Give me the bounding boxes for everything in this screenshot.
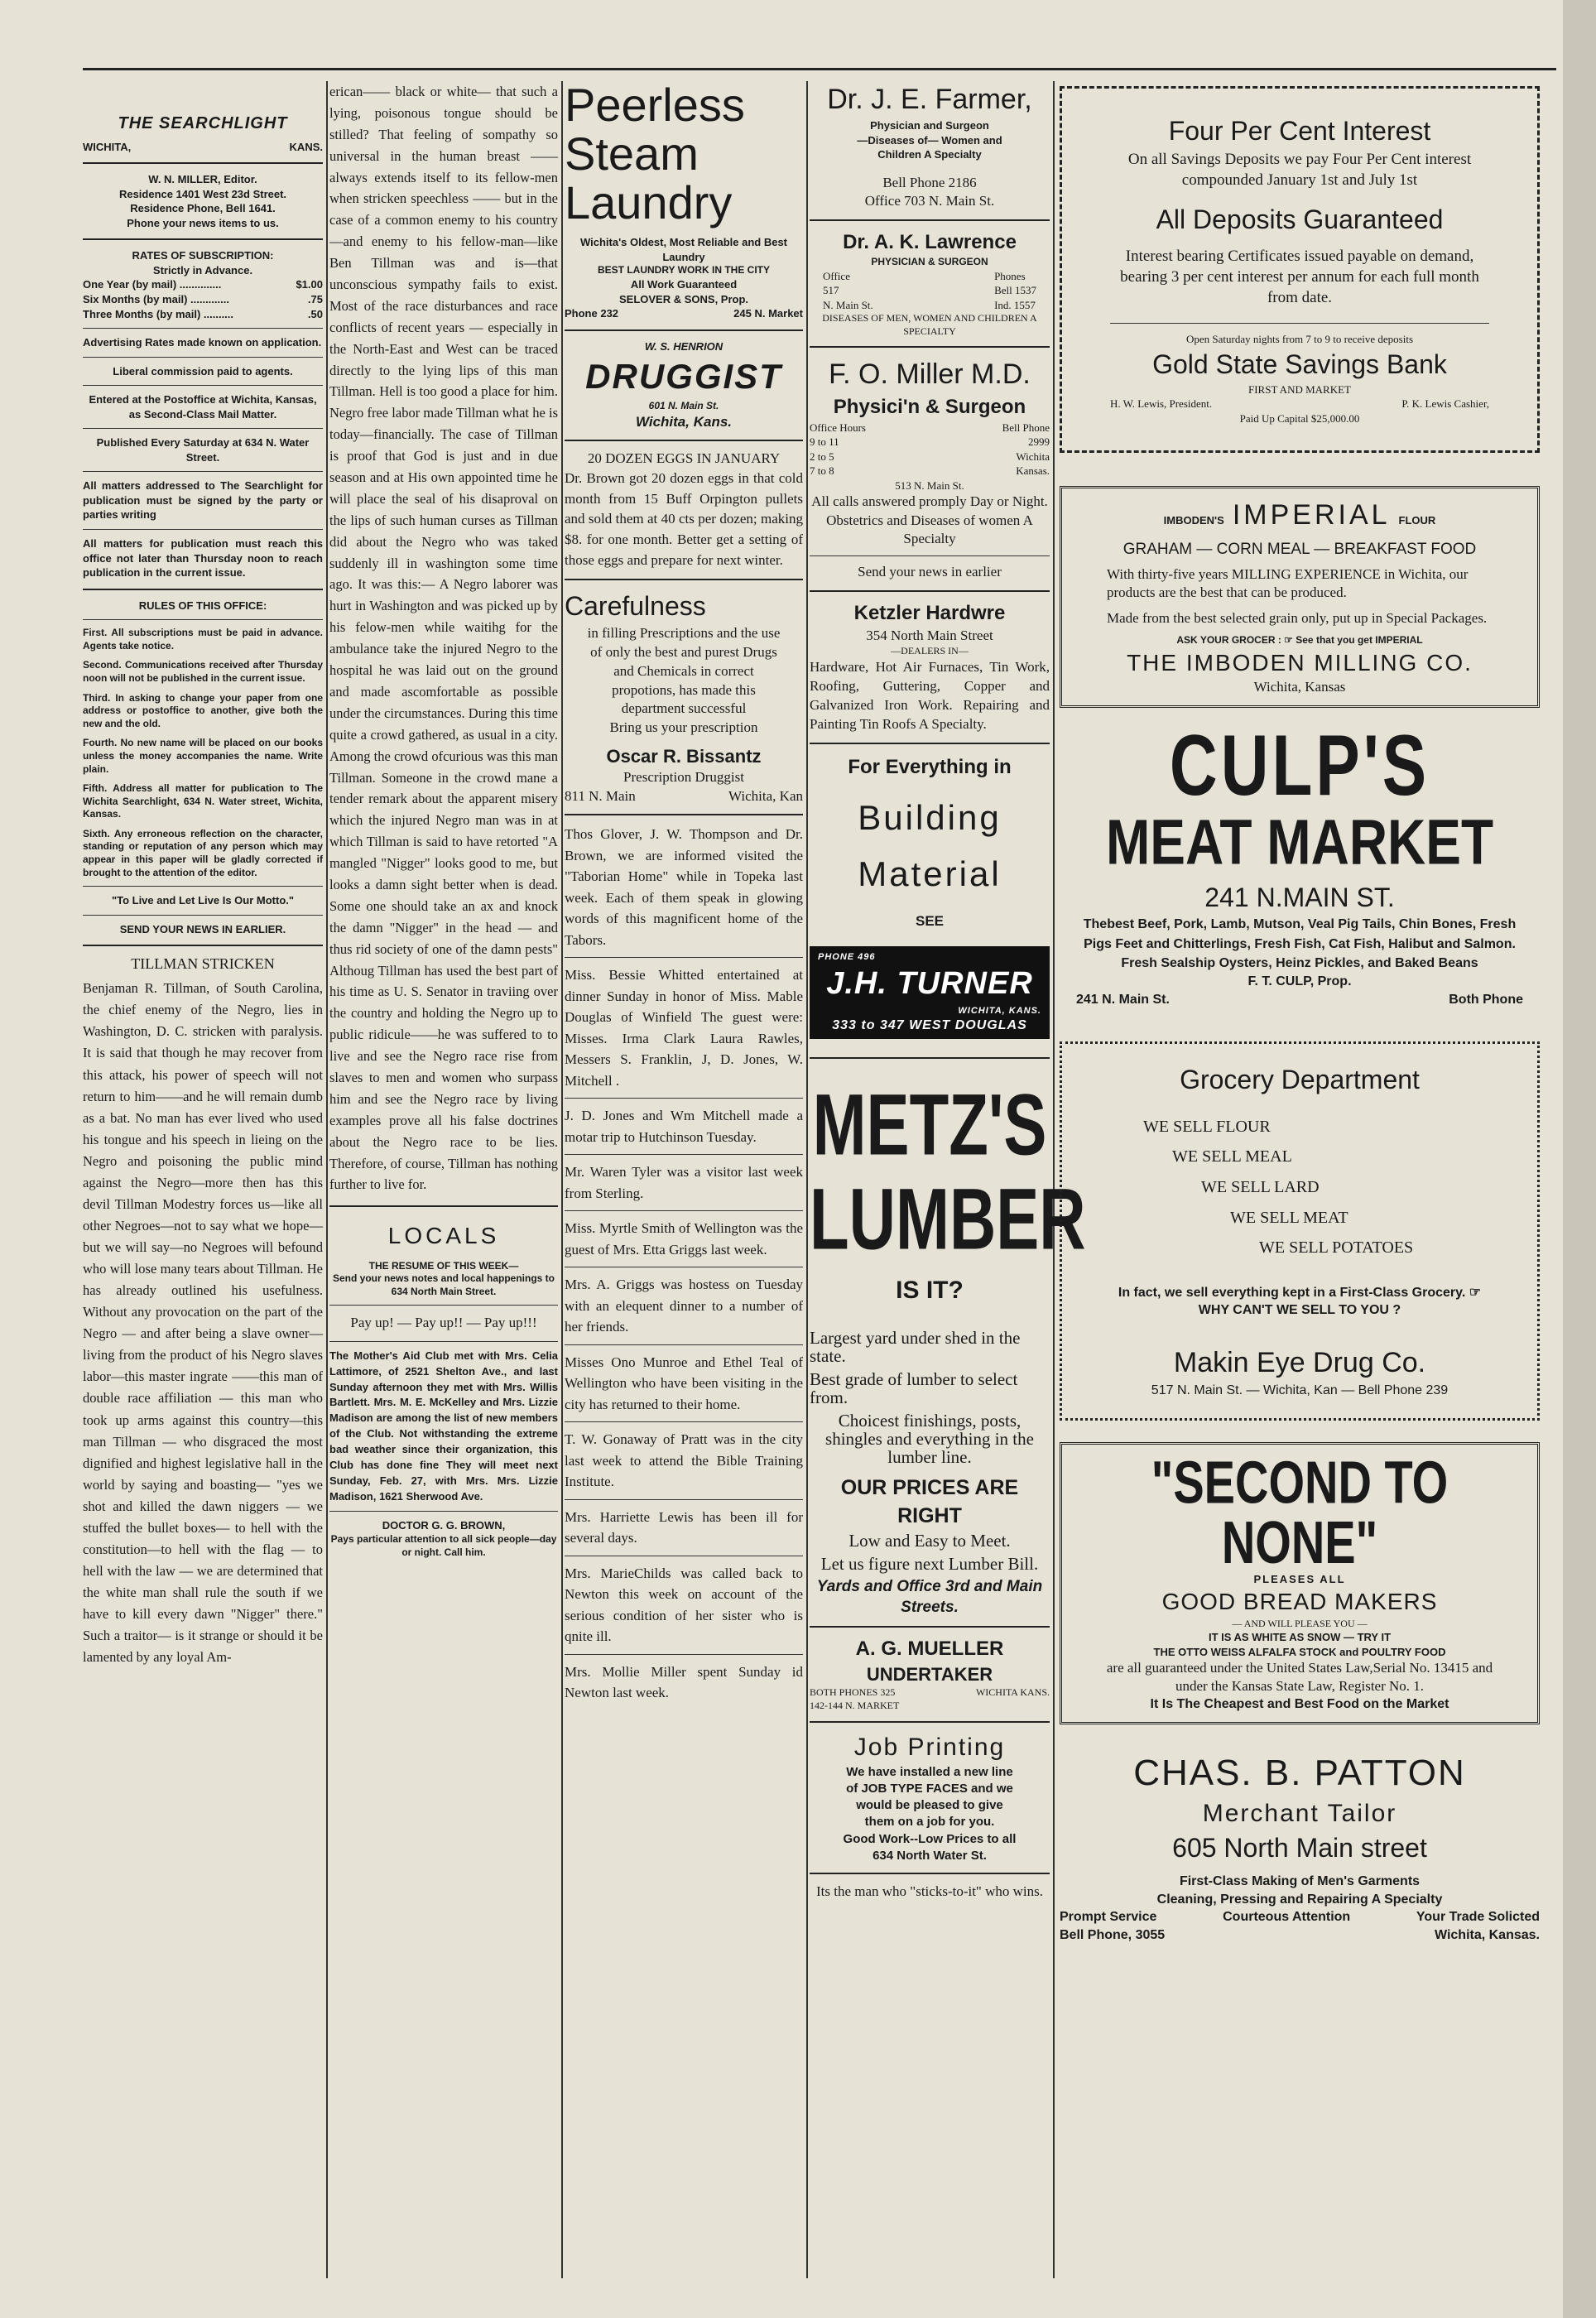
carefulness-bring: Bring us your prescription	[609, 719, 758, 736]
rates-list	[83, 277, 323, 321]
news-item: Miss. Bessie Whitted entertained at dinner Sunday in honor of Miss. Mable Douglas of Winfield The guest were: Misses. Irma Clark Laura Rawles, Messers S. Franklin, J, D. Jones, W. Mitchell .	[565, 967, 803, 1089]
lawrence-name: Dr. A. K. Lawrence	[843, 231, 1017, 254]
laundry-address: 245 N. Market	[733, 307, 803, 320]
sticks-motto: Its the man who "sticks-to-it" who wins.	[815, 1883, 1044, 1900]
laundry-guarantee: All Work Guaranteed	[630, 278, 738, 291]
imboden-point: Made from the best selected grain only, put up in Special Packages.	[1107, 609, 1488, 626]
metz-prices: OUR PRICES ARE RIGHT	[840, 1476, 1019, 1527]
bissantz-name: Oscar R. Bissantz	[606, 745, 762, 767]
locals-heading: LOCALS	[387, 1223, 500, 1249]
culp-line2: MEAT MARKET	[1105, 806, 1494, 878]
grocery-line: WE SELL MEAL	[1172, 1147, 1292, 1166]
lawrence-role: PHYSICIAN & SURGEON	[871, 255, 988, 267]
matters-note: All matters addressed to The Searchlight for publication must be signed by the party or parties writing	[83, 479, 323, 522]
grocery-lines	[1077, 1116, 1522, 1259]
ketzler-address: 354 North Main Street	[866, 627, 993, 643]
grocery-line: WE SELL LARD	[1201, 1177, 1320, 1196]
eggs-heading: 20 DOZEN EGGS IN JANUARY	[587, 450, 781, 467]
fomiller-calls: All calls answered promply Day or Night. Obstetrics and Diseases of women A Specialty	[811, 493, 1048, 547]
second-white: IT IS AS WHITE AS SNOW — TRY IT	[1208, 1631, 1392, 1644]
news-item: Mrs. Mollie Miller spent Sunday id Newton last week.	[565, 1663, 803, 1701]
culp-line1: CULP'S	[1169, 717, 1430, 814]
bank-capital: Paid Up Capital $25,000.00	[1239, 411, 1360, 425]
metz-low: Low and Easy to Meet.	[848, 1530, 1011, 1551]
news-item: Miss. Myrtle Smith of Wellington was the guest of Mrs. Etta Griggs last week.	[565, 1220, 803, 1258]
metz-figure: Let us figure next Lumber Bill.	[820, 1553, 1039, 1574]
masthead-title: THE SEARCHLIGHT	[118, 114, 288, 132]
bank-title: Four Per Cent Interest	[1168, 116, 1431, 146]
imboden-flour: FLOUR	[1398, 514, 1436, 527]
rates-heading: RATES OF SUBSCRIPTION:	[132, 249, 274, 262]
entered-note: Entered at the Postoffice at Wichita, Kansas, as Second-Class Mail Matter.	[89, 393, 317, 421]
patton-clean: Cleaning, Pressing and Repairing A Specialty	[1156, 1892, 1443, 1907]
fomiller-hours-label: Office Hours	[810, 421, 866, 434]
druggist-address: 601 N. Main St.	[648, 400, 719, 412]
news-item: Mrs. MarieChilds was called back to Newton this week on account of the serious condition of her sister who is qnite ill.	[565, 1565, 803, 1645]
mueller-phones: BOTH PHONES 325	[810, 1686, 896, 1699]
rate-price: $1.00	[296, 278, 323, 291]
fomiller-address: 513 N. Main St.	[895, 479, 964, 492]
patton-attention: Courteous Attention	[1223, 1910, 1351, 1925]
imboden-lead: IMBODEN'S	[1163, 514, 1224, 527]
metz-p3: Choicest finishings, posts, shingles and everything in the lumber line.	[825, 1411, 1034, 1468]
grocery-fact: In fact, we sell everything kept in a First-Class Grocery. ☞ WHY CAN'T WE SELL TO YOU ?	[1118, 1285, 1482, 1318]
culp-phone: Both Phone	[1449, 992, 1523, 1007]
laundry-title: Peerless Steam Laundry	[565, 79, 745, 228]
metz-question: IS IT?	[896, 1277, 964, 1305]
tillman-headline: TILLMAN STRICKEN	[131, 955, 275, 973]
mueller-role: UNDERTAKER	[866, 1664, 993, 1686]
send-news-note: SEND YOUR NEWS IN EARLIER.	[119, 922, 286, 935]
lawrence-ind: Ind. 1557	[994, 298, 1036, 311]
fomiller-hours: 9 to 11	[810, 435, 839, 449]
laundry-tag: Wichita's Oldest, Most Reliable and Best Laundry	[579, 236, 788, 263]
column-4	[810, 81, 1086, 2278]
news-item: Mr. Waren Tyler was a visitor last week from Sterling.	[565, 1164, 803, 1201]
mueller-name: A. G. MUELLER	[855, 1638, 1004, 1661]
rule-item: First. All subscriptions must be paid in advance. Agents take notice.	[83, 627, 323, 652]
grocery-ad	[1060, 1041, 1540, 1421]
ketzler-text: Hardware, Hot Air Furnaces, Tin Work, Roofing, Guttering, Copper and Galvanized Iron Work. Repairing and Painting Tin Roofs A Specialty.	[810, 658, 1050, 732]
column-rule	[806, 81, 808, 2278]
jobprinting-heading: Job Printing	[853, 1733, 1006, 1761]
patton-trade: Your Trade Solicted	[1416, 1910, 1540, 1925]
rule-item: Third. In asking to change your paper from one address or postoffice to another, give both the new and the old.	[83, 691, 323, 729]
imboden-point: With thirty-five years MILLING EXPERIENCE in Wichita, our products are the best that can be produced.	[1107, 565, 1469, 601]
imboden-ask: ASK YOUR GROCER : ☞ See that you get IMPERIAL	[1176, 634, 1423, 647]
druggist-city: Wichita, Kans.	[635, 413, 733, 430]
rates-sub: Strictly in Advance.	[152, 263, 253, 277]
eggs-text: Dr. Brown got 20 dozen eggs in that cold month from 15 Buff Orpington pullets and sold them at 40 cts per dozen; making $8. for one month. Better get a setting of those eggs and prepare for next winter.	[565, 469, 803, 568]
column-2	[329, 81, 558, 2278]
material-word: Material	[858, 854, 1002, 894]
patton-service: Prompt Service	[1060, 1910, 1157, 1925]
culp-address2: 241 N. Main St.	[1076, 992, 1170, 1007]
patton-role: Merchant Tailor	[1202, 1800, 1397, 1828]
lawrence-specialty: DISEASES OF MEN, WOMEN AND CHILDREN A SPECIALTY	[822, 312, 1037, 337]
grocery-line: WE SELL POTATOES	[1259, 1238, 1414, 1258]
editor-phone: Residence Phone, Bell 1641.	[130, 202, 276, 215]
patton-ad	[1060, 1749, 1540, 1944]
send-news-earlier: Send your news in earlier	[858, 564, 1002, 580]
imboden-imperial: IMPERIAL	[1232, 499, 1391, 531]
lawrence-phones: Phones	[994, 269, 1026, 282]
jobprinting-good: Good Work--Low Prices to all	[843, 1831, 1017, 1846]
grocery-store-name: Makin Eye Drug Co.	[1173, 1346, 1426, 1378]
culp-ad	[1060, 717, 1540, 1008]
motto: "To Live and Let Live Is Our Motto."	[111, 894, 295, 907]
tillman-article-part1: Benjaman R. Tillman, of South Carolina, the chief enemy of the Negro, lies in Washington, D. C. stricken with paralysis. It is said that though he may recover from this attack, his power of speech will not return to him——and he will remain dumb as a bat. No man has ever lived who used his tongue and his speech in lieing on the Negro and poisoning the public mind against the Negro—more then has this devil Tillman Modestry forces us—like all other Negroes—not to say what we hope—but we will say—no Negroes will befound who will lose many tears about Tillman. He has already outlined his usefulness. Without any provocation on the part of the Negro — and after being a slave owner—living from the product of his Negro slaves labor—this master ingrate ——this man of double race affiliation — this man who took up arms against this country—this man Tillman — who disgraced the most dignified and highest legislative hall in the world by saying and boasting— "yes we shot and killed the dawn niggers — we stuffed the bullet boxes— to hell with the constitution—to hell with the flag — to hell with the law — we are determined that the white man shall rule the south if we have to kill every dawn "Nigger" there." Such a traitor— is it strange or should it be lamented by any loyal Am-	[83, 980, 323, 1666]
imboden-company: THE IMBODEN MILLING CO.	[1127, 650, 1473, 676]
rate-price: .75	[307, 292, 323, 305]
turner-address: 333 to 347 WEST DOUGLAS	[832, 1017, 1027, 1032]
fomiller-hours: 2 to 5	[810, 450, 834, 463]
second-food: THE OTTO WEISS ALFALFA STOCK and POULTRY FOOD	[1153, 1645, 1446, 1658]
imboden-line: GRAHAM — CORN MEAL — BREAKFAST FOOD	[1122, 541, 1477, 559]
bank-title2: All Deposits Guaranteed	[1156, 204, 1444, 235]
editor-name: W. N. MILLER, Editor.	[148, 173, 257, 186]
fomiller-role: Physici'n & Surgeon	[833, 395, 1026, 418]
column-3	[565, 81, 803, 2278]
grocery-line: WE SELL MEAT	[1230, 1208, 1348, 1227]
laundry-phone: Phone 232	[565, 307, 619, 320]
doctor-brown-text: Pays particular attention to all sick people—day or night. Call him.	[330, 1532, 557, 1558]
carefulness-text: in filling Prescriptions and the use of only the best and purest Drugs and Chemicals in correct propotions, has made this department successful	[587, 624, 781, 717]
see-word: SEE	[915, 913, 945, 930]
bank-ad	[1060, 86, 1540, 453]
news-item: Mrs. Harriette Lewis has been ill for several days.	[565, 1508, 803, 1546]
turner-city: WICHITA, KANS.	[958, 1005, 1041, 1016]
metz-p2: Best grade of lumber to select from.	[810, 1369, 1018, 1408]
culp-text: Thebest Beef, Pork, Lamb, Mutson, Veal Pig Tails, Chin Bones, Fresh Pigs Feet and Chitterlings, Fresh Fish, Cat Fish, Halibut and Salmon. Fresh Sealship Oysters, Heinz Pickles, and Baked Beans	[1083, 917, 1517, 970]
rate-price: .50	[307, 307, 323, 320]
building-word: Building	[858, 798, 1002, 838]
bank-p2: Interest bearing Certificates issued payable on demand, bearing 3 per cent interest per annum for each full month from date.	[1120, 247, 1479, 307]
turner-phone: PHONE 496	[818, 951, 876, 962]
news-item: T. W. Gonaway of Pratt was in the city last week to attend the Bible Training Institute.	[565, 1431, 803, 1490]
rule-item: Sixth. Any erroneous reflection on the character, standing or reputation of any person which may appear in this paper will be gladly corrected if brought to the attention of the editor.	[83, 827, 323, 878]
rate-label: Six Months (by mail) .............	[83, 292, 229, 305]
metz-yards: Yards and Office 3rd and Main Streets.	[816, 1577, 1043, 1617]
patton-name: CHAS. B. PATTON	[1133, 1752, 1466, 1793]
second-title: "SECOND TO NONE"	[1151, 1447, 1449, 1576]
bissantz-city: Wichita, Kan	[728, 787, 803, 804]
building-lead: For Everything in	[848, 755, 1012, 778]
locals-sub: THE RESUME OF THIS WEEK—	[368, 1259, 519, 1272]
farmer-office: Office 703 N. Main St.	[864, 193, 995, 209]
fomiller-hours: 7 to 8	[810, 464, 834, 478]
news-item: Misses Ono Munroe and Ethel Teal of Wellington who have been visiting in the city has returned to their home.	[565, 1354, 803, 1412]
fomiller-phone: 2999	[1028, 435, 1050, 449]
ketzler-dealers: —DEALERS IN—	[891, 645, 969, 657]
rule-item: Second. Communications received after Thursday noon will not be published in the current issue.	[83, 659, 323, 684]
column-5	[1060, 81, 1540, 2278]
news-item: J. D. Jones and Wm Mitchell made a motar trip to Hutchinson Tuesday.	[565, 1108, 803, 1145]
published-note: Published Every Saturday at 634 N. Water Street.	[96, 436, 310, 464]
ketzler-name: Ketzler Hardwre	[853, 601, 1006, 624]
second-text: are all guaranteed under the United States Law,Serial No. 13415 and under the Kansas State Law, Register No. 1.	[1106, 1660, 1493, 1695]
mothers-aid-club: The Mother's Aid Club met with Mrs. Celia Lattimore, of 2521 Shelton Ave., and last Sunday afternoon they met with Mrs. Willis Bartlett. Mrs. M. E. McKelley and Mrs. Lizzie Madison are among the list of new members of the Club. Not withstanding the extreme bad weather since their organization, this Club has done fine They will meet next Sunday, Feb. 27, with Mrs. Mrs. Lizzie Madison, 1621 Sherwood Ave.	[329, 1349, 558, 1503]
column-rule	[561, 81, 563, 2278]
farmer-role: Physician and Surgeon	[870, 119, 989, 132]
farmer-diseases: —Diseases of— Women and Children A Specialty	[857, 133, 1002, 161]
page-edge	[1563, 0, 1596, 2318]
druggist-name: W. S. HENRION	[644, 339, 723, 353]
bissantz-role: Prescription Druggist	[623, 769, 744, 786]
news-item: Thos Glover, J. W. Thompson and Dr. Brown, we are informed visited the "Taborian Home" while in Topeka last week. Each of them speak in glowing words of this magnificent home of the Tabors.	[565, 826, 803, 948]
lawrence-street: N. Main St.	[823, 298, 873, 311]
top-rule	[83, 68, 1556, 70]
mueller-city: WICHITA KANS.	[975, 1686, 1050, 1699]
second-makers: GOOD BREAD MAKERS	[1161, 1589, 1438, 1615]
bissantz-address: 811 N. Main	[565, 787, 636, 804]
rule-item: Fourth. No new name will be placed on our books unless the money accompanies the name. Write plain.	[83, 737, 323, 775]
advertising-note: Advertising Rates made known on application.	[83, 336, 322, 349]
column-rule	[326, 81, 328, 2278]
rule-item: Fifth. Address all matter for publication to The Wichita Searchlight, 634 N. Water street, Wichita, Kansas.	[83, 782, 323, 820]
laundry-owner: SELOVER & SONS, Prop.	[618, 292, 749, 305]
locals-send-note: Send your news notes and local happenings to 634 North Main Street.	[332, 1272, 555, 1297]
culp-address: 241 N.MAIN ST.	[1204, 882, 1395, 912]
fomiller-state: Kansas.	[1016, 464, 1050, 478]
imboden-city: Wichita, Kansas	[1253, 679, 1346, 695]
patton-making: First-Class Making of Men's Garments	[1179, 1873, 1421, 1888]
second-cheap: It Is The Cheapest and Best Food on the Market	[1150, 1697, 1449, 1712]
payup-line: Pay up! — Pay up!! — Pay up!!!	[350, 1315, 537, 1331]
commission-note: Liberal commission paid to agents.	[113, 364, 293, 378]
grocery-line: WE SELL FLOUR	[1143, 1117, 1271, 1136]
patton-city: Wichita, Kansas.	[1434, 1927, 1540, 1942]
social-notes	[565, 824, 803, 1704]
metz-line2: LUMBER	[810, 1169, 1086, 1268]
rate-label: One Year (by mail) ..............	[83, 278, 222, 291]
bank-open: Open Saturday nights from 7 to 9 to receive deposits	[1185, 333, 1414, 346]
laundry-best: BEST LAUNDRY WORK IN THE CITY	[597, 264, 770, 277]
jobprinting-text: We have installed a new line of JOB TYPE FACES and we would be pleased to give them on a job for you.	[846, 1764, 1013, 1830]
phone-note: Phone your news items to us.	[127, 216, 279, 229]
masthead-place: WICHITA,	[83, 140, 132, 153]
imboden-ad	[1060, 486, 1540, 708]
grocery-heading: Grocery Department	[1180, 1065, 1420, 1095]
mueller-address: 142-144 N. MARKET	[810, 1700, 900, 1712]
column-1	[83, 81, 323, 2278]
patton-address: 605 North Main street	[1172, 1833, 1427, 1864]
patton-phone: Bell Phone, 3055	[1060, 1927, 1166, 1942]
tillman-article-part2: erican—— black or white— that such a lying, poisonous tongue should be stilled? That feeling of sompathy so universal in the human breast —— always extends itself to its fellow-men when stricken speechless —— but in the case of a common enemy to his country—and enemy to his fellow-man—like Ben Tillman was and is—that unconscious sympathy fails to exist. Most of the race disturbances and race conflicts of recent years — especially in the North-East and West can be traced directly to the lying lips of this man Tillman. Hell is too good a place for him. Negro free labor made Tillman what he is today—financially. The case of Tillman is proof that God is just and in due season and at His own appointed time he will place the seal of his disaproval on the lips of such human curses as Tillman did about the Negro who was taked suddenly ill in washington some time ago. It was this:— A Negro laborer was hurt in Washington and was picked up by his felow-men while waitihg for the ambulance take the injured Negro to the hospital he was laid out on the ground and made ascomfortable as possible under the circumstances. During this time quite a crowd gathered, as usual in a city. Among the crowd ofcurious was this man Tillman. Someone in the crowd mane a tender remark about the apparent misery which the injured Negro man was in at which Tillman is said to have retorted "A mangled "Nigger" looks good to me, but looks a damn sight better when is dead. Some one should take an ax and knock the damn "Nigger" in the head — and thus rid society of one of the damn pests" Althoug Tillman has used the best part of his time as U. S. Senator in traviing over the country and holding the Negro up to public ridicule——he was suffered to to live and see the Negro race rise from slaves to men and women who surpass him and see the Negro race by living examples prove all his false doctrines about the Negro race to be lies. Therefore, of course, Tillman has nothing further to live for.	[329, 84, 558, 1193]
bank-corner: FIRST AND MARKET	[1247, 382, 1351, 396]
turner-name: J.H. TURNER	[826, 966, 1033, 1002]
second-will: — AND WILL PLEASE YOU —	[1232, 1617, 1368, 1629]
bank-president: H. W. Lewis, President.	[1110, 397, 1213, 411]
lawrence-office: Office	[823, 269, 850, 282]
turner-logo	[810, 946, 1050, 1039]
second-to-none-ad	[1060, 1442, 1540, 1724]
news-item: Mrs. A. Griggs was hostess on Tuesday with an elequent dinner to a number of her friends.	[565, 1277, 803, 1335]
metz-p1: Largest yard under shed in the state.	[810, 1328, 1021, 1367]
rules-heading: RULES OF THIS OFFICE:	[138, 599, 267, 612]
rules-list	[83, 627, 323, 879]
masthead	[83, 113, 323, 230]
rate-label: Three Months (by mail) ..........	[83, 307, 234, 320]
deadline-note: All matters for publication must reach this office not later than Thursday noon to reach publication in the current issue.	[83, 536, 323, 580]
fomiller-city: Wichita	[1016, 450, 1050, 463]
fomiller-phone-label: Bell Phone	[1002, 421, 1050, 434]
editor-residence: Residence 1401 West 23d Street.	[118, 187, 287, 200]
farmer-name: Dr. J. E. Farmer,	[827, 84, 1032, 115]
metz-line1: METZ'S	[812, 1075, 1047, 1174]
farmer-phone: Bell Phone 2186	[882, 174, 977, 190]
bank-cashier: P. K. Lewis Cashier,	[1401, 397, 1489, 411]
second-pleases: PLEASES ALL	[1253, 1572, 1346, 1585]
bank-p1: On all Savings Deposits we pay Four Per Cent interest compounded January 1st and July 1st	[1127, 150, 1472, 189]
lawrence-bell: Bell 1537	[994, 284, 1036, 297]
carefulness-heading: Carefulness	[565, 591, 706, 622]
druggist-title: DRUGGIST	[585, 357, 782, 397]
doctor-brown-name: DOCTOR G. G. BROWN,	[382, 1519, 506, 1532]
bank-name: Gold State Savings Bank	[1152, 349, 1447, 379]
fomiller-name: F. O. Miller M.D.	[829, 358, 1031, 391]
lawrence-addr: 517	[823, 284, 839, 297]
masthead-state: KANS.	[289, 140, 323, 153]
grocery-address: 517 N. Main St. — Wichita, Kan — Bell Phone 239	[1151, 1383, 1449, 1398]
jobprinting-address: 634 North Water St.	[873, 1848, 987, 1863]
culp-prop: F. T. CULP, Prop.	[1247, 974, 1352, 989]
